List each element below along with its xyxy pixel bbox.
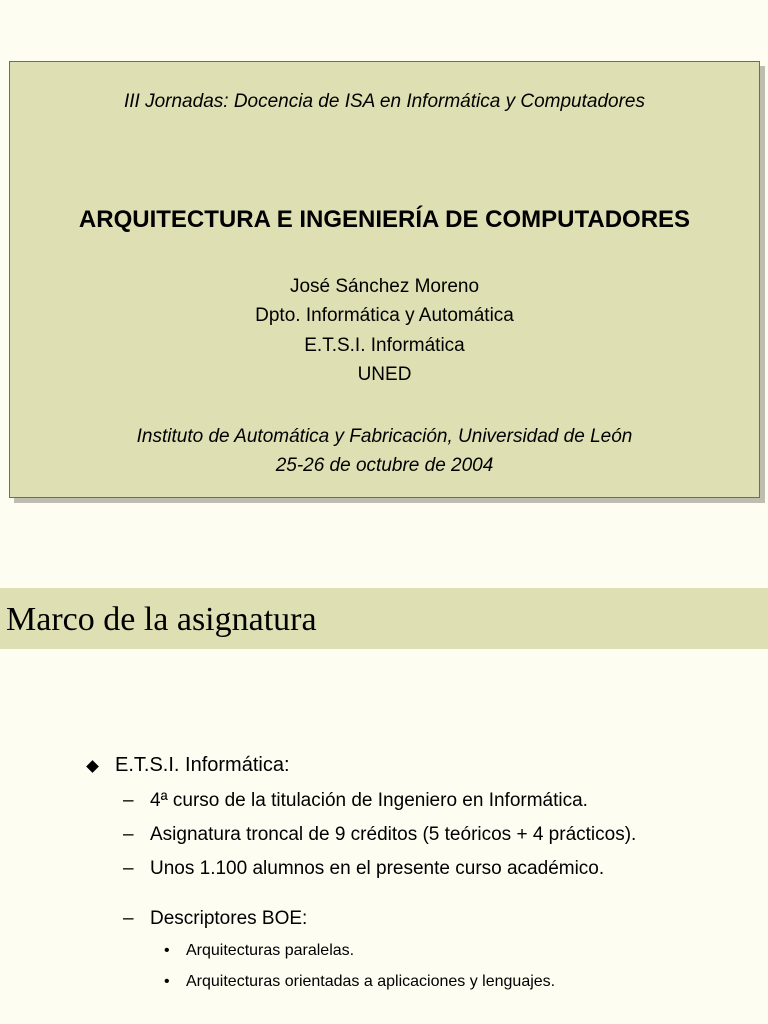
dot-marker: • (164, 973, 170, 990)
event-date: 25-26 de octubre de 2004 (275, 455, 494, 476)
main-bullet-text: E.T.S.I. Informática: (115, 754, 290, 776)
dash-marker: – (123, 908, 134, 929)
course-title: ARQUITECTURA E INGENIERÍA DE COMPUTADORES (78, 206, 691, 233)
dot-marker: • (164, 942, 170, 959)
list-item: Arquitecturas orientadas a aplicaciones y lenguajes. (186, 973, 556, 990)
school-name: E.T.S.I. Informática (304, 335, 465, 356)
event-name: III Jornadas: Docencia de ISA en Informática y Computadores (123, 91, 645, 112)
dash-marker: – (123, 824, 134, 845)
list-item: Unos 1.100 alumnos en el presente curso académico. (150, 858, 605, 879)
list-item: Asignatura troncal de 9 créditos (5 teóricos + 4 prácticos). (150, 824, 637, 845)
list-item: Arquitecturas paralelas. (186, 942, 355, 959)
department-name: Dpto. Informática y Automática (255, 305, 514, 326)
dash-marker: – (123, 858, 134, 879)
list-item: 4ª curso de la titulación de Ingeniero en Informática. (150, 790, 588, 811)
section-heading: Marco de la asignatura (6, 601, 317, 638)
author-name: José Sánchez Moreno (289, 276, 480, 297)
section-heading-band (0, 588, 768, 649)
venue-name: Instituto de Automática y Fabricación, Universidad de León (136, 426, 633, 447)
diamond-bullet-icon (86, 760, 99, 773)
list-item: Descriptores BOE: (150, 908, 308, 929)
dash-marker: – (123, 790, 134, 811)
title-slide-card (9, 61, 760, 498)
university-name: UNED (357, 364, 412, 385)
